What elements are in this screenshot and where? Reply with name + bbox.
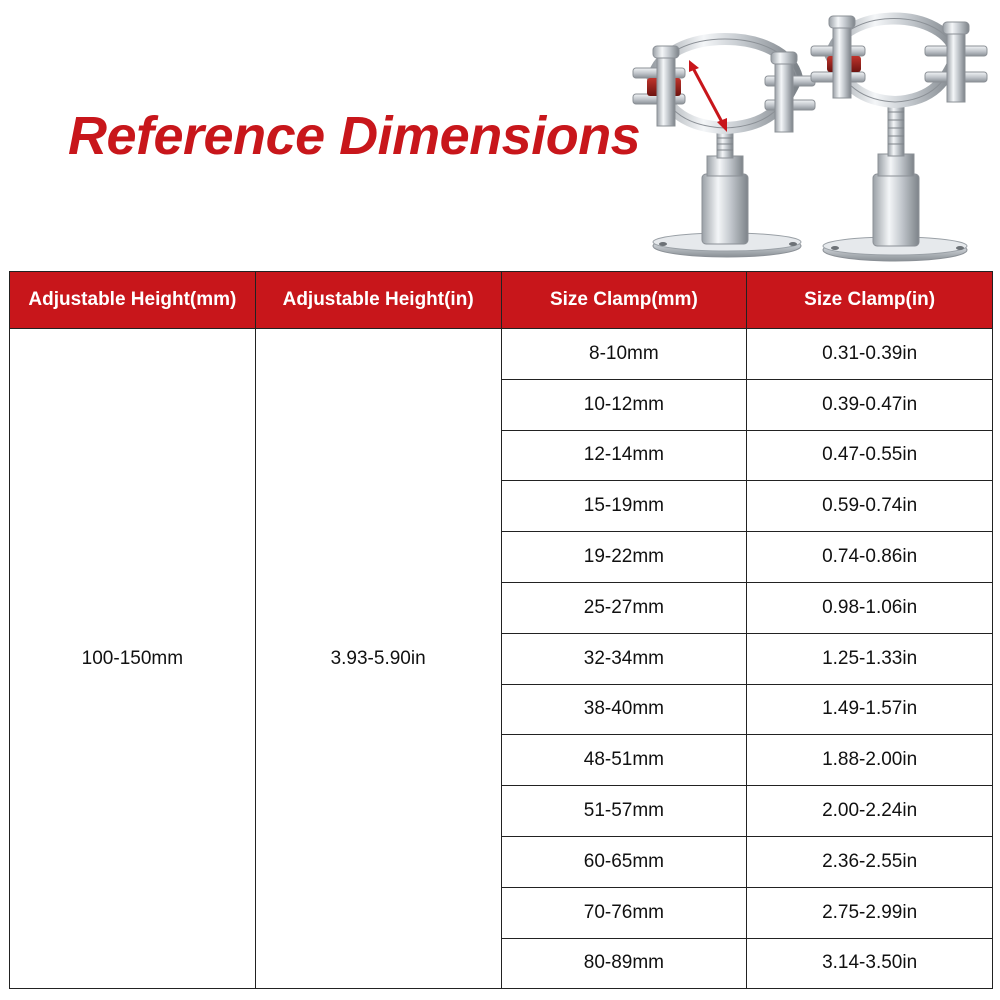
clamp-size-mm-cell: 12-14mm: [501, 430, 747, 481]
dimension-table: [9, 271, 993, 989]
adjustable-height-mm-cell: 100-150mm: [10, 329, 256, 989]
clamp-size-in-cell: 2.75-2.99in: [747, 887, 993, 938]
clamp-size-mm-cell: 32-34mm: [501, 633, 747, 684]
header-adjustable-height-mm: Adjustable Height(mm): [10, 272, 256, 329]
clamp-size-mm-cell: 10-12mm: [501, 379, 747, 430]
small-clamp-part: [633, 39, 815, 257]
clamp-size-mm-cell: 60-65mm: [501, 836, 747, 887]
clamp-size-in-cell: 3.14-3.50in: [747, 938, 993, 989]
clamp-size-in-cell: 0.31-0.39in: [747, 329, 993, 380]
clamp-size-in-cell: 2.00-2.24in: [747, 786, 993, 837]
header-size-clamp-mm: Size Clamp(mm): [501, 272, 747, 329]
clamp-size-mm-cell: 48-51mm: [501, 735, 747, 786]
clamp-size-mm-cell: 25-27mm: [501, 582, 747, 633]
clamp-size-in-cell: 0.59-0.74in: [747, 481, 993, 532]
clamp-size-mm-cell: 8-10mm: [501, 329, 747, 380]
page-title: Reference Dimensions: [68, 106, 641, 166]
table-header-row: [10, 272, 993, 329]
clamp-size-in-cell: 2.36-2.55in: [747, 836, 993, 887]
clamp-size-mm-cell: 19-22mm: [501, 532, 747, 583]
table-row: [10, 329, 993, 380]
adjustable-height-in-cell: 3.93-5.90in: [255, 329, 501, 989]
large-clamp-part: [811, 16, 987, 261]
clamp-size-in-cell: 0.74-0.86in: [747, 532, 993, 583]
clamp-size-mm-cell: 38-40mm: [501, 684, 747, 735]
clamp-size-mm-cell: 80-89mm: [501, 938, 747, 989]
pipe-clamp-support-image: [625, 6, 995, 268]
clamp-size-mm-cell: 15-19mm: [501, 481, 747, 532]
clamp-size-in-cell: 0.98-1.06in: [747, 582, 993, 633]
clamp-size-in-cell: 0.39-0.47in: [747, 379, 993, 430]
clamp-size-in-cell: 1.49-1.57in: [747, 684, 993, 735]
clamp-size-mm-cell: 70-76mm: [501, 887, 747, 938]
clamp-size-in-cell: 0.47-0.55in: [747, 430, 993, 481]
clamp-size-in-cell: 1.25-1.33in: [747, 633, 993, 684]
header-adjustable-height-in: Adjustable Height(in): [255, 272, 501, 329]
header-size-clamp-in: Size Clamp(in): [747, 272, 993, 329]
clamp-size-in-cell: 1.88-2.00in: [747, 735, 993, 786]
clamp-size-mm-cell: 51-57mm: [501, 786, 747, 837]
